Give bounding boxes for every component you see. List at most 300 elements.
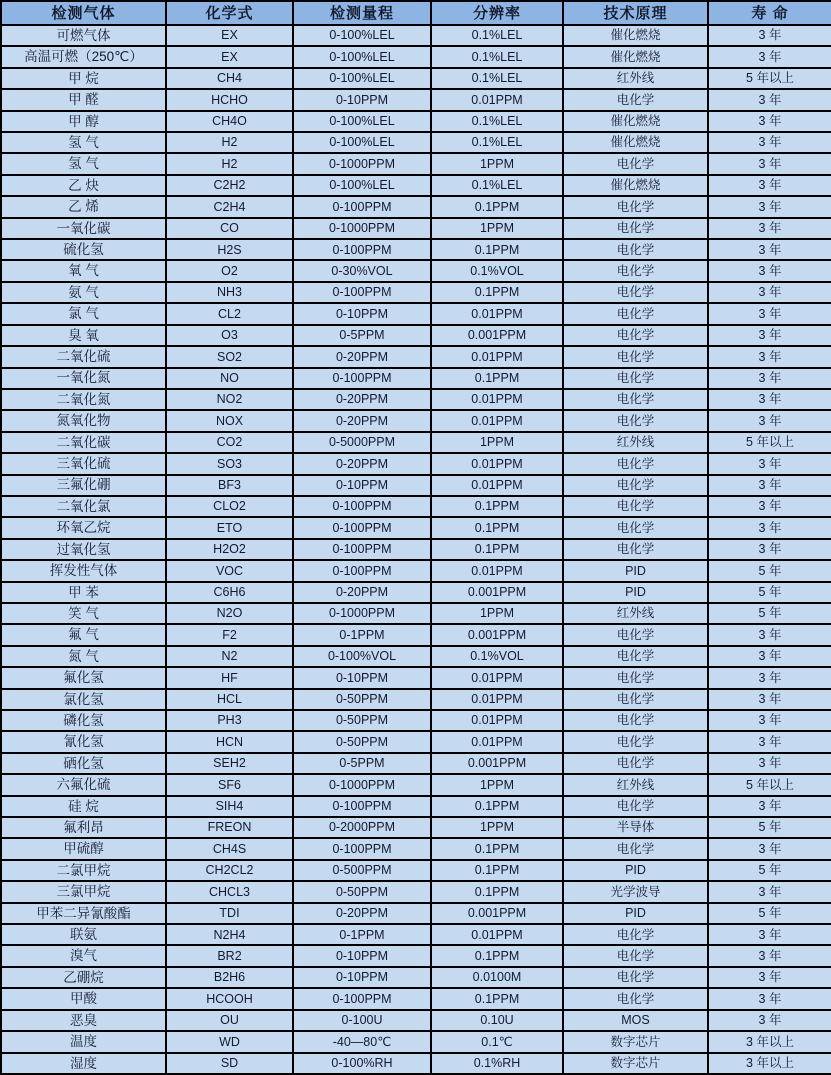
cell-resolution: 0.001PPM bbox=[431, 582, 563, 603]
cell-resolution: 0.1PPM bbox=[431, 282, 563, 303]
cell-resolution: 0.001PPM bbox=[431, 325, 563, 346]
cell-lifespan: 3 年 bbox=[708, 838, 831, 859]
table-row bbox=[1, 774, 831, 795]
table-row bbox=[1, 260, 831, 281]
cell-formula: H2 bbox=[166, 132, 293, 153]
column-header-resolution: 分辨率 bbox=[431, 1, 563, 25]
cell-formula: TDI bbox=[166, 903, 293, 924]
cell-formula: H2S bbox=[166, 239, 293, 260]
cell-range: 0-20PPM bbox=[293, 410, 431, 431]
cell-resolution: 0.1PPM bbox=[431, 860, 563, 881]
cell-formula: NH3 bbox=[166, 282, 293, 303]
cell-formula: CL2 bbox=[166, 303, 293, 324]
cell-principle: 电化学 bbox=[563, 239, 708, 260]
cell-principle: 电化学 bbox=[563, 646, 708, 667]
table-row bbox=[1, 303, 831, 324]
cell-resolution: 0.1PPM bbox=[431, 881, 563, 902]
table-row bbox=[1, 796, 831, 817]
cell-principle: 电化学 bbox=[563, 624, 708, 645]
cell-gas: 氢 气 bbox=[1, 132, 166, 153]
cell-principle: 电化学 bbox=[563, 303, 708, 324]
cell-lifespan: 3 年 bbox=[708, 689, 831, 710]
cell-range: 0-30%VOL bbox=[293, 260, 431, 281]
cell-lifespan: 3 年 bbox=[708, 496, 831, 517]
cell-formula: ETO bbox=[166, 517, 293, 538]
cell-lifespan: 3 年 bbox=[708, 753, 831, 774]
table-row bbox=[1, 539, 831, 560]
cell-principle: 红外线 bbox=[563, 68, 708, 89]
cell-resolution: 0.01PPM bbox=[431, 453, 563, 474]
cell-principle: 红外线 bbox=[563, 603, 708, 624]
cell-range: 0-20PPM bbox=[293, 582, 431, 603]
table-row bbox=[1, 924, 831, 945]
cell-lifespan: 3 年 bbox=[708, 346, 831, 367]
cell-principle: PID bbox=[563, 903, 708, 924]
cell-resolution: 0.001PPM bbox=[431, 624, 563, 645]
cell-resolution: 1PPM bbox=[431, 432, 563, 453]
table-row bbox=[1, 646, 831, 667]
table-row bbox=[1, 153, 831, 174]
table-row bbox=[1, 453, 831, 474]
cell-principle: MOS bbox=[563, 1010, 708, 1031]
cell-range: 0-1000PPM bbox=[293, 774, 431, 795]
cell-formula: SO3 bbox=[166, 453, 293, 474]
cell-resolution: 0.1%VOL bbox=[431, 260, 563, 281]
cell-formula: O3 bbox=[166, 325, 293, 346]
cell-lifespan: 5 年 bbox=[708, 903, 831, 924]
cell-formula: N2O bbox=[166, 603, 293, 624]
table-row bbox=[1, 132, 831, 153]
table-row bbox=[1, 496, 831, 517]
cell-gas: 氟化氢 bbox=[1, 667, 166, 688]
table-row bbox=[1, 68, 831, 89]
cell-formula: OU bbox=[166, 1010, 293, 1031]
cell-resolution: 0.1PPM bbox=[431, 838, 563, 859]
cell-resolution: 0.01PPM bbox=[431, 924, 563, 945]
cell-lifespan: 3 年 bbox=[708, 239, 831, 260]
cell-gas: 三氟化硼 bbox=[1, 475, 166, 496]
cell-lifespan: 3 年 bbox=[708, 282, 831, 303]
cell-resolution: 0.01PPM bbox=[431, 667, 563, 688]
cell-range: 0-10PPM bbox=[293, 475, 431, 496]
cell-gas: 一氧化氮 bbox=[1, 368, 166, 389]
cell-gas: 挥发性气体 bbox=[1, 560, 166, 581]
cell-formula: C6H6 bbox=[166, 582, 293, 603]
cell-gas: 臭 氧 bbox=[1, 325, 166, 346]
cell-formula: NO bbox=[166, 368, 293, 389]
cell-lifespan: 3 年 bbox=[708, 624, 831, 645]
cell-principle: 催化燃烧 bbox=[563, 111, 708, 132]
cell-principle: 电化学 bbox=[563, 260, 708, 281]
table-row bbox=[1, 46, 831, 67]
table-body bbox=[1, 25, 831, 1074]
cell-formula: NOX bbox=[166, 410, 293, 431]
cell-range: 0-5000PPM bbox=[293, 432, 431, 453]
table-row bbox=[1, 196, 831, 217]
cell-lifespan: 3 年 bbox=[708, 924, 831, 945]
cell-gas: 联氨 bbox=[1, 924, 166, 945]
cell-lifespan: 3 年 bbox=[708, 325, 831, 346]
table-row bbox=[1, 175, 831, 196]
cell-resolution: 0.01PPM bbox=[431, 410, 563, 431]
cell-resolution: 0.10U bbox=[431, 1010, 563, 1031]
cell-resolution: 0.1%LEL bbox=[431, 132, 563, 153]
cell-principle: 电化学 bbox=[563, 539, 708, 560]
cell-range: 0-100%LEL bbox=[293, 111, 431, 132]
cell-lifespan: 3 年以上 bbox=[708, 1031, 831, 1052]
column-header-gas: 检测气体 bbox=[1, 1, 166, 25]
cell-resolution: 1PPM bbox=[431, 218, 563, 239]
cell-formula: HF bbox=[166, 667, 293, 688]
cell-formula: HCOOH bbox=[166, 988, 293, 1009]
cell-resolution: 0.1%VOL bbox=[431, 646, 563, 667]
cell-principle: 光学波导 bbox=[563, 881, 708, 902]
cell-principle: 电化学 bbox=[563, 389, 708, 410]
cell-range: 0-100PPM bbox=[293, 988, 431, 1009]
cell-range: 0-10PPM bbox=[293, 667, 431, 688]
table-row bbox=[1, 517, 831, 538]
cell-gas: 甲硫醇 bbox=[1, 838, 166, 859]
cell-lifespan: 3 年 bbox=[708, 218, 831, 239]
cell-gas: 可燃气体 bbox=[1, 25, 166, 46]
cell-formula: H2O2 bbox=[166, 539, 293, 560]
cell-resolution: 0.01PPM bbox=[431, 303, 563, 324]
cell-lifespan: 5 年 bbox=[708, 860, 831, 881]
cell-resolution: 0.001PPM bbox=[431, 753, 563, 774]
cell-principle: 电化学 bbox=[563, 496, 708, 517]
cell-gas: 氰化氢 bbox=[1, 731, 166, 752]
cell-range: 0-100PPM bbox=[293, 496, 431, 517]
cell-formula: CH4S bbox=[166, 838, 293, 859]
cell-range: 0-50PPM bbox=[293, 731, 431, 752]
cell-range: 0-100PPM bbox=[293, 368, 431, 389]
table-row bbox=[1, 432, 831, 453]
table-row bbox=[1, 239, 831, 260]
cell-resolution: 0.1PPM bbox=[431, 796, 563, 817]
cell-principle: 电化学 bbox=[563, 346, 708, 367]
cell-range: 0-10PPM bbox=[293, 303, 431, 324]
cell-gas: 溴气 bbox=[1, 945, 166, 966]
cell-lifespan: 3 年 bbox=[708, 303, 831, 324]
cell-lifespan: 3 年 bbox=[708, 389, 831, 410]
cell-gas: 恶臭 bbox=[1, 1010, 166, 1031]
cell-range: 0-1PPM bbox=[293, 624, 431, 645]
cell-gas: 湿度 bbox=[1, 1053, 166, 1075]
table-row bbox=[1, 967, 831, 988]
cell-lifespan: 5 年以上 bbox=[708, 432, 831, 453]
cell-range: 0-1000PPM bbox=[293, 153, 431, 174]
cell-gas: 二氧化氯 bbox=[1, 496, 166, 517]
table-row bbox=[1, 218, 831, 239]
cell-formula: NO2 bbox=[166, 389, 293, 410]
cell-principle: 电化学 bbox=[563, 796, 708, 817]
cell-range: 0-100PPM bbox=[293, 838, 431, 859]
cell-resolution: 0.1PPM bbox=[431, 945, 563, 966]
cell-principle: 电化学 bbox=[563, 282, 708, 303]
cell-range: 0-20PPM bbox=[293, 389, 431, 410]
cell-formula: SIH4 bbox=[166, 796, 293, 817]
cell-resolution: 0.01PPM bbox=[431, 346, 563, 367]
column-header-formula: 化学式 bbox=[166, 1, 293, 25]
table-row bbox=[1, 945, 831, 966]
cell-lifespan: 3 年 bbox=[708, 710, 831, 731]
table-row bbox=[1, 667, 831, 688]
cell-resolution: 0.01PPM bbox=[431, 560, 563, 581]
cell-formula: EX bbox=[166, 25, 293, 46]
cell-range: 0-100%LEL bbox=[293, 68, 431, 89]
cell-lifespan: 3 年 bbox=[708, 89, 831, 110]
cell-resolution: 0.1%LEL bbox=[431, 25, 563, 46]
cell-lifespan: 3 年 bbox=[708, 646, 831, 667]
cell-resolution: 0.01PPM bbox=[431, 710, 563, 731]
cell-range: 0-100%LEL bbox=[293, 132, 431, 153]
cell-resolution: 0.1%RH bbox=[431, 1053, 563, 1075]
table-row bbox=[1, 1031, 831, 1052]
cell-gas: 氟 气 bbox=[1, 624, 166, 645]
cell-range: 0-500PPM bbox=[293, 860, 431, 881]
cell-formula: C2H2 bbox=[166, 175, 293, 196]
cell-lifespan: 3 年 bbox=[708, 945, 831, 966]
cell-range: 0-5PPM bbox=[293, 325, 431, 346]
table-row bbox=[1, 25, 831, 46]
cell-principle: PID bbox=[563, 560, 708, 581]
cell-resolution: 0.01PPM bbox=[431, 475, 563, 496]
cell-resolution: 0.001PPM bbox=[431, 903, 563, 924]
cell-lifespan: 3 年 bbox=[708, 111, 831, 132]
cell-gas: 硅 烷 bbox=[1, 796, 166, 817]
table-row bbox=[1, 560, 831, 581]
cell-resolution: 1PPM bbox=[431, 774, 563, 795]
cell-formula: HCHO bbox=[166, 89, 293, 110]
cell-range: 0-10PPM bbox=[293, 89, 431, 110]
cell-range: 0-50PPM bbox=[293, 710, 431, 731]
cell-principle: 电化学 bbox=[563, 988, 708, 1009]
cell-principle: 电化学 bbox=[563, 153, 708, 174]
cell-resolution: 0.1%LEL bbox=[431, 46, 563, 67]
cell-formula: BR2 bbox=[166, 945, 293, 966]
cell-formula: SEH2 bbox=[166, 753, 293, 774]
cell-gas: 甲苯二异氰酸酯 bbox=[1, 903, 166, 924]
cell-principle: 电化学 bbox=[563, 475, 708, 496]
cell-range: 0-50PPM bbox=[293, 689, 431, 710]
cell-formula: CH4O bbox=[166, 111, 293, 132]
cell-lifespan: 3 年 bbox=[708, 132, 831, 153]
cell-formula: N2H4 bbox=[166, 924, 293, 945]
table-row bbox=[1, 988, 831, 1009]
cell-range: 0-2000PPM bbox=[293, 817, 431, 838]
table-row bbox=[1, 689, 831, 710]
cell-gas: 二氧化氮 bbox=[1, 389, 166, 410]
cell-gas: 甲酸 bbox=[1, 988, 166, 1009]
cell-range: 0-10PPM bbox=[293, 967, 431, 988]
cell-principle: 电化学 bbox=[563, 453, 708, 474]
cell-gas: 高温可燃（250℃） bbox=[1, 46, 166, 67]
table-row bbox=[1, 838, 831, 859]
cell-gas: 三氯甲烷 bbox=[1, 881, 166, 902]
cell-lifespan: 3 年 bbox=[708, 667, 831, 688]
table-row bbox=[1, 603, 831, 624]
cell-principle: 电化学 bbox=[563, 667, 708, 688]
cell-gas: 氢 气 bbox=[1, 153, 166, 174]
cell-principle: 电化学 bbox=[563, 731, 708, 752]
cell-gas: 氯化氢 bbox=[1, 689, 166, 710]
table-row bbox=[1, 1053, 831, 1075]
cell-gas: 甲 醇 bbox=[1, 111, 166, 132]
cell-formula: BF3 bbox=[166, 475, 293, 496]
cell-resolution: 0.1PPM bbox=[431, 539, 563, 560]
cell-formula: CH2CL2 bbox=[166, 860, 293, 881]
cell-resolution: 0.01PPM bbox=[431, 89, 563, 110]
cell-range: 0-100PPM bbox=[293, 239, 431, 260]
cell-gas: 甲 烷 bbox=[1, 68, 166, 89]
cell-lifespan: 3 年 bbox=[708, 539, 831, 560]
table-row bbox=[1, 111, 831, 132]
cell-formula: CLO2 bbox=[166, 496, 293, 517]
cell-range: 0-5PPM bbox=[293, 753, 431, 774]
cell-formula: SO2 bbox=[166, 346, 293, 367]
table-row bbox=[1, 860, 831, 881]
cell-lifespan: 3 年 bbox=[708, 453, 831, 474]
cell-range: 0-100%VOL bbox=[293, 646, 431, 667]
cell-lifespan: 3 年 bbox=[708, 410, 831, 431]
cell-principle: 催化燃烧 bbox=[563, 175, 708, 196]
table-row bbox=[1, 753, 831, 774]
cell-principle: 红外线 bbox=[563, 432, 708, 453]
cell-range: 0-100PPM bbox=[293, 796, 431, 817]
cell-gas: 甲 醛 bbox=[1, 89, 166, 110]
cell-gas: 笑 气 bbox=[1, 603, 166, 624]
table-row bbox=[1, 325, 831, 346]
cell-formula: PH3 bbox=[166, 710, 293, 731]
cell-range: 0-20PPM bbox=[293, 346, 431, 367]
cell-resolution: 0.01PPM bbox=[431, 731, 563, 752]
cell-resolution: 1PPM bbox=[431, 817, 563, 838]
cell-resolution: 0.1PPM bbox=[431, 517, 563, 538]
cell-formula: SD bbox=[166, 1053, 293, 1075]
cell-range: 0-50PPM bbox=[293, 881, 431, 902]
cell-lifespan: 5 年以上 bbox=[708, 68, 831, 89]
cell-lifespan: 3 年 bbox=[708, 175, 831, 196]
cell-lifespan: 3 年以上 bbox=[708, 1053, 831, 1075]
cell-resolution: 1PPM bbox=[431, 603, 563, 624]
cell-range: 0-100PPM bbox=[293, 196, 431, 217]
cell-gas: 温度 bbox=[1, 1031, 166, 1052]
cell-lifespan: 5 年 bbox=[708, 560, 831, 581]
cell-resolution: 0.1PPM bbox=[431, 196, 563, 217]
header-row bbox=[1, 1, 831, 25]
table-row bbox=[1, 410, 831, 431]
table-row bbox=[1, 282, 831, 303]
cell-formula: O2 bbox=[166, 260, 293, 281]
cell-range: 0-100PPM bbox=[293, 539, 431, 560]
cell-lifespan: 3 年 bbox=[708, 967, 831, 988]
cell-range: 0-100%LEL bbox=[293, 46, 431, 67]
cell-principle: 电化学 bbox=[563, 325, 708, 346]
cell-gas: 三氧化硫 bbox=[1, 453, 166, 474]
column-header-lifespan: 寿 命 bbox=[708, 1, 831, 25]
cell-principle: 电化学 bbox=[563, 368, 708, 389]
cell-range: 0-100U bbox=[293, 1010, 431, 1031]
cell-formula: N2 bbox=[166, 646, 293, 667]
cell-principle: 数字芯片 bbox=[563, 1053, 708, 1075]
cell-gas: 甲 苯 bbox=[1, 582, 166, 603]
cell-range: 0-1000PPM bbox=[293, 218, 431, 239]
table-row bbox=[1, 731, 831, 752]
cell-gas: 二氧化碳 bbox=[1, 432, 166, 453]
cell-formula: CH4 bbox=[166, 68, 293, 89]
cell-principle: 催化燃烧 bbox=[563, 132, 708, 153]
cell-principle: 电化学 bbox=[563, 753, 708, 774]
cell-range: 0-20PPM bbox=[293, 453, 431, 474]
table-row bbox=[1, 624, 831, 645]
cell-principle: 电化学 bbox=[563, 967, 708, 988]
cell-formula: CO bbox=[166, 218, 293, 239]
cell-lifespan: 3 年 bbox=[708, 196, 831, 217]
table-row bbox=[1, 368, 831, 389]
cell-lifespan: 3 年 bbox=[708, 475, 831, 496]
cell-resolution: 0.01PPM bbox=[431, 389, 563, 410]
cell-lifespan: 3 年 bbox=[708, 260, 831, 281]
table-row bbox=[1, 881, 831, 902]
cell-range: 0-100PPM bbox=[293, 560, 431, 581]
cell-lifespan: 3 年 bbox=[708, 1010, 831, 1031]
cell-range: 0-1000PPM bbox=[293, 603, 431, 624]
cell-principle: 电化学 bbox=[563, 710, 708, 731]
cell-resolution: 0.1%LEL bbox=[431, 111, 563, 132]
cell-gas: 氟利昂 bbox=[1, 817, 166, 838]
cell-resolution: 0.01PPM bbox=[431, 689, 563, 710]
cell-gas: 硒化氢 bbox=[1, 753, 166, 774]
cell-principle: 红外线 bbox=[563, 774, 708, 795]
cell-principle: 电化学 bbox=[563, 218, 708, 239]
cell-principle: PID bbox=[563, 860, 708, 881]
cell-lifespan: 5 年 bbox=[708, 817, 831, 838]
cell-range: 0-100PPM bbox=[293, 282, 431, 303]
cell-gas: 六氟化硫 bbox=[1, 774, 166, 795]
table-row bbox=[1, 710, 831, 731]
cell-lifespan: 3 年 bbox=[708, 153, 831, 174]
cell-gas: 乙硼烷 bbox=[1, 967, 166, 988]
cell-range: 0-10PPM bbox=[293, 945, 431, 966]
table-row bbox=[1, 389, 831, 410]
cell-range: 0-100%LEL bbox=[293, 25, 431, 46]
cell-principle: PID bbox=[563, 582, 708, 603]
cell-lifespan: 3 年 bbox=[708, 368, 831, 389]
cell-principle: 电化学 bbox=[563, 517, 708, 538]
cell-resolution: 0.1PPM bbox=[431, 496, 563, 517]
cell-gas: 二氯甲烷 bbox=[1, 860, 166, 881]
cell-formula: EX bbox=[166, 46, 293, 67]
column-header-range: 检测量程 bbox=[293, 1, 431, 25]
cell-gas: 氨 气 bbox=[1, 282, 166, 303]
cell-gas: 乙 炔 bbox=[1, 175, 166, 196]
cell-formula: FREON bbox=[166, 817, 293, 838]
cell-principle: 电化学 bbox=[563, 945, 708, 966]
cell-principle: 电化学 bbox=[563, 689, 708, 710]
column-header-principle: 技术原理 bbox=[563, 1, 708, 25]
cell-range: 0-100PPM bbox=[293, 517, 431, 538]
cell-principle: 电化学 bbox=[563, 838, 708, 859]
cell-formula: CO2 bbox=[166, 432, 293, 453]
cell-resolution: 1PPM bbox=[431, 153, 563, 174]
cell-range: 0-1PPM bbox=[293, 924, 431, 945]
cell-lifespan: 3 年 bbox=[708, 46, 831, 67]
cell-formula: CHCL3 bbox=[166, 881, 293, 902]
cell-principle: 电化学 bbox=[563, 89, 708, 110]
cell-gas: 二氧化硫 bbox=[1, 346, 166, 367]
cell-gas: 过氧化氢 bbox=[1, 539, 166, 560]
cell-formula: SF6 bbox=[166, 774, 293, 795]
